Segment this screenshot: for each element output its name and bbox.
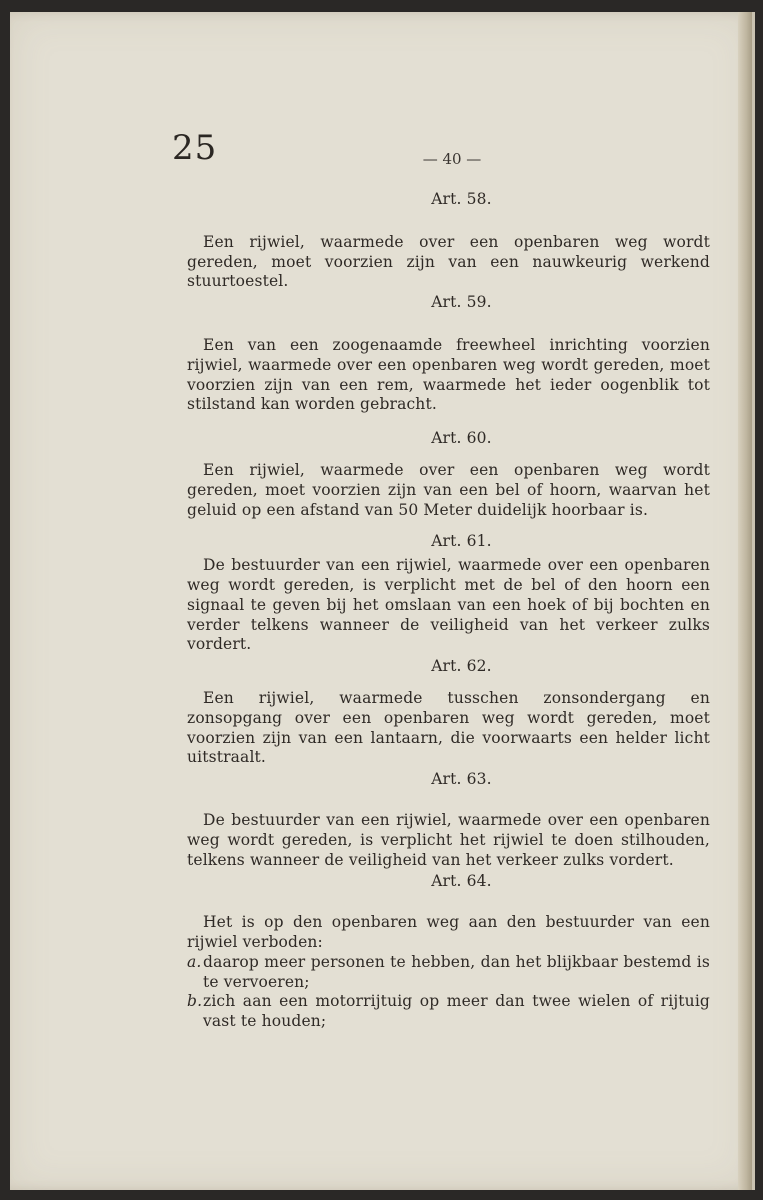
article-64	[187, 872, 710, 1032]
page-number: — 40 —	[422, 150, 482, 168]
article-58	[187, 190, 710, 292]
article-text: De bestuurder van een rijwiel, waarmede over een openbaren weg wordt gereden, is verplicht het rijwiel te doen stilhouden, telkens wanneer de veiligheid van het verkeer zulks vordert.	[187, 810, 710, 869]
article-heading: Art. 58.	[431, 190, 492, 208]
article-text: Een rijwiel, waarmede over een openbaren weg wordt gereden, moet voorzien zijn van een nauwkeurig werkend stuurtoestel.	[187, 232, 710, 291]
article-63	[187, 770, 710, 870]
list-item-text: zich aan een motorrijtuig op meer dan twee wielen of rijtuig vast te houden;	[203, 992, 710, 1031]
article-heading: Art. 59.	[431, 293, 492, 312]
body-text	[187, 190, 710, 1032]
list-item-mark: a.	[187, 952, 202, 971]
article-62	[187, 657, 710, 768]
article-text: Een rijwiel, waarmede tusschen zonsondergang en zonsopgang over een openbaren weg wordt gereden, moet voorzien zijn van een lantaarn, die voorwaarts een helder licht uitstraalt.	[187, 688, 710, 767]
article-text: Het is op den openbaren weg aan den bestuurder van een rijwiel verboden:	[187, 913, 710, 951]
article-61	[187, 532, 710, 655]
article-text: Een van een zoogenaamde freewheel inrichting voorzien rijwiel, waarmede over een openbaren weg wordt gereden, moet voorzien zijn van een rem, waarmede het ieder oogenblik tot stilstand kan worden gebracht.	[187, 335, 710, 414]
article-heading: Art. 60.	[431, 429, 492, 448]
article-heading: Art. 63.	[431, 770, 492, 789]
article-heading: Art. 62.	[431, 657, 492, 676]
article-text: De bestuurder van een rijwiel, waarmede over een openbaren weg wordt gereden, is verplicht met de bel of den hoorn een signaal te geven bij het omslaan van een hoek of bij bochten en verder telkens wanneer de veiligheid van het verkeer zulks vordert.	[187, 556, 710, 654]
list-item	[187, 953, 710, 993]
article-text: Een rijwiel, waarmede over een openbaren weg wordt gereden, moet voorzien zijn van een bel of hoorn, waarvan het geluid op een afstand van 50 Meter duidelijk hoorbaar is.	[187, 460, 710, 519]
list-item	[187, 992, 710, 1032]
list-item-mark: b.	[187, 992, 203, 1011]
article-heading: Art. 61.	[431, 532, 492, 551]
list-item-text: daarop meer personen te hebben, dan het blijkbaar bestemd is te vervoeren;	[203, 952, 710, 991]
article-heading: Art. 64.	[431, 872, 492, 891]
article-59	[187, 293, 710, 415]
corner-number: 25	[172, 128, 218, 168]
page-edge	[738, 12, 752, 1190]
article-60	[187, 429, 710, 520]
